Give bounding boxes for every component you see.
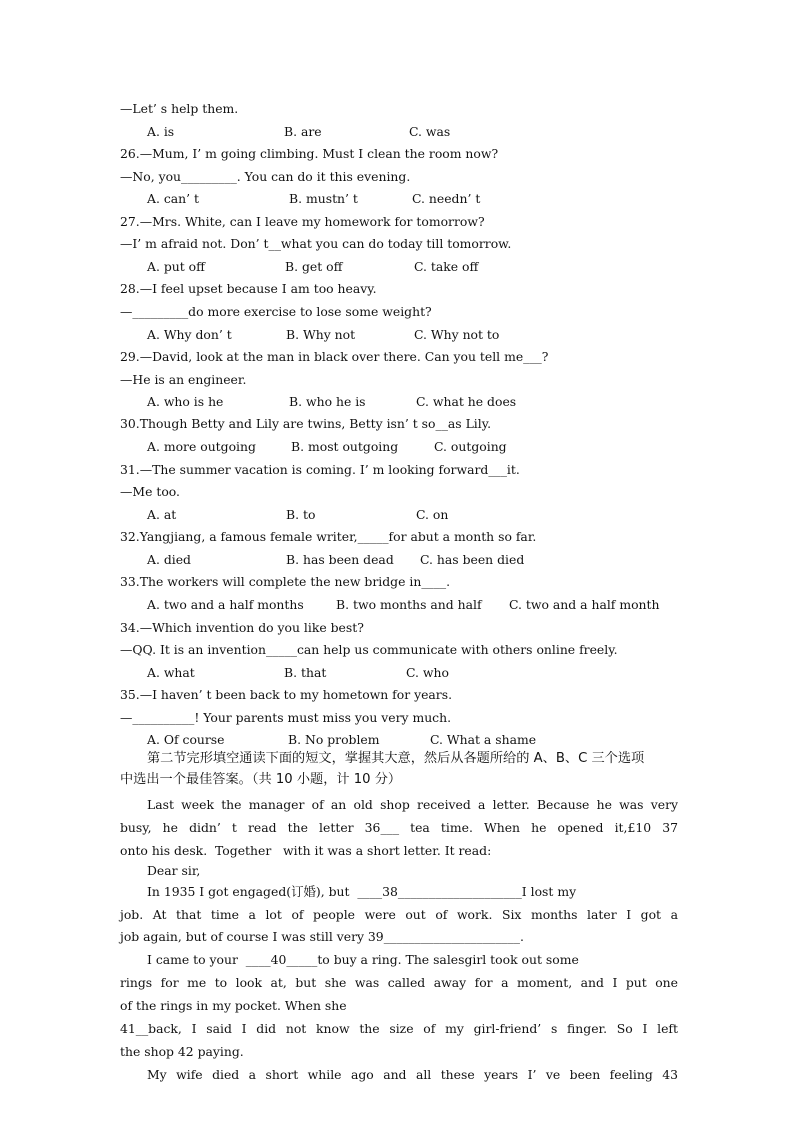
- option-c: C. outgoing: [434, 439, 507, 454]
- option-c: C. Why not to: [414, 327, 500, 342]
- question-27: 27.—Mrs. White, can I leave my homework for tomorrow?: [120, 214, 485, 229]
- option-c: C. take off: [414, 259, 479, 274]
- passage-line: My wife died a short while ago and all these years I’ ve been feeling 43: [147, 1067, 678, 1082]
- dialog-line: —Let’ s help them.: [120, 101, 239, 116]
- option-b: B. to: [286, 507, 316, 522]
- dialog-line: —__________! Your parents must miss you very much.: [120, 710, 452, 725]
- passage-line: 41__back, I said I did not know the size of my girl-friend’ s finger. So I left: [120, 1021, 678, 1036]
- passage-line: rings for me to look at, but she was called away for a moment, and I put one: [120, 975, 678, 990]
- dialog-line: —He is an engineer.: [120, 372, 247, 387]
- passage-line: In 1935 I got engaged(订婚), but ____38____________________I lost my: [147, 884, 577, 899]
- option-a: A. two and a half months: [147, 597, 304, 612]
- option-b: B. who he is: [289, 394, 366, 409]
- option-b: B. No problem: [288, 732, 380, 747]
- option-a: A. died: [147, 552, 191, 567]
- passage-line: of the rings in my pocket. When she: [120, 998, 347, 1013]
- dialog-line: —_________do more exercise to lose some weight?: [120, 304, 432, 319]
- option-b: B. has been dead: [286, 552, 394, 567]
- option-a: A. is: [147, 124, 175, 139]
- option-b: B. most outgoing: [291, 439, 399, 454]
- option-b: B. two months and half: [336, 597, 482, 612]
- letter-greeting: Dear sir,: [147, 863, 201, 878]
- option-c: C. two and a half month: [509, 597, 660, 612]
- option-b: B. get off: [285, 259, 343, 274]
- option-b: B. are: [284, 124, 322, 139]
- passage-line: job again, but of course I was still very 39______________________.: [120, 929, 524, 944]
- option-a: A. Why don’ t: [147, 327, 232, 342]
- option-a: A. can’ t: [147, 191, 199, 206]
- section-heading-cont: 中选出一个最佳答案。（共 10 小题，计 10 分）: [120, 772, 402, 787]
- option-a: A. Of course: [147, 732, 225, 747]
- dialog-line: —QQ. It is an invention_____can help us communicate with others online freely.: [120, 642, 618, 657]
- passage-line: busy, he didn’ t read the letter 36___ tea time. When he opened it,£10 37: [120, 820, 678, 835]
- passage-line: I came to your ____40_____to buy a ring. The salesgirl took out some: [147, 952, 579, 967]
- option-a: A. who is he: [147, 394, 224, 409]
- option-b: B. Why not: [286, 327, 356, 342]
- option-b: B. that: [284, 665, 327, 680]
- dialog-line: —Me too.: [120, 484, 180, 499]
- option-c: C. who: [406, 665, 449, 680]
- option-a: A. more outgoing: [147, 439, 256, 454]
- option-c: C. has been died: [420, 552, 525, 567]
- question-34: 34.—Which invention do you like best?: [120, 620, 364, 635]
- question-35: 35.—I haven’ t been back to my hometown for years.: [120, 687, 453, 702]
- dialog-line: —I’ m afraid not. Don’ t__what you can do today till tomorrow.: [120, 236, 512, 251]
- question-33: 33.The workers will complete the new bridge in____.: [120, 574, 451, 589]
- question-30: 30.Though Betty and Lily are twins, Betty isn’ t so__as Lily.: [120, 416, 492, 431]
- passage-line: onto his desk. Together with it was a short letter. It read:: [120, 843, 492, 858]
- question-32: 32.Yangjiang, a famous female writer,_____for abut a month so far.: [120, 529, 537, 544]
- option-a: A. what: [147, 665, 195, 680]
- question-26: 26.—Mum, I’ m going climbing. Must I clean the room now?: [120, 146, 499, 161]
- option-c: C. needn’ t: [412, 191, 481, 206]
- passage-line: Last week the manager of an old shop received a letter. Because he was very: [147, 797, 678, 812]
- option-c: C. what he does: [416, 394, 517, 409]
- question-31: 31.—The summer vacation is coming. I’ m looking forward___it.: [120, 462, 520, 477]
- option-c: C. was: [409, 124, 451, 139]
- passage-line: job. At that time a lot of people were out of work. Six months later I got a: [120, 907, 678, 922]
- option-b: B. mustn’ t: [289, 191, 358, 206]
- passage-line: the shop 42 paying.: [120, 1044, 244, 1059]
- option-a: A. at: [147, 507, 177, 522]
- option-c: C. on: [416, 507, 449, 522]
- dialog-line: —No, you_________. You can do it this evening.: [120, 169, 411, 184]
- section-heading: 第二节完形填空通读下面的短文，掌握其大意，然后从各题所给的 A、B、C 三个选项: [147, 751, 645, 766]
- option-a: A. put off: [147, 259, 205, 274]
- question-29: 29.—David, look at the man in black over there. Can you tell me___?: [120, 349, 549, 364]
- question-28: 28.—I feel upset because I am too heavy.: [120, 281, 377, 296]
- option-c: C. What a shame: [430, 732, 537, 747]
